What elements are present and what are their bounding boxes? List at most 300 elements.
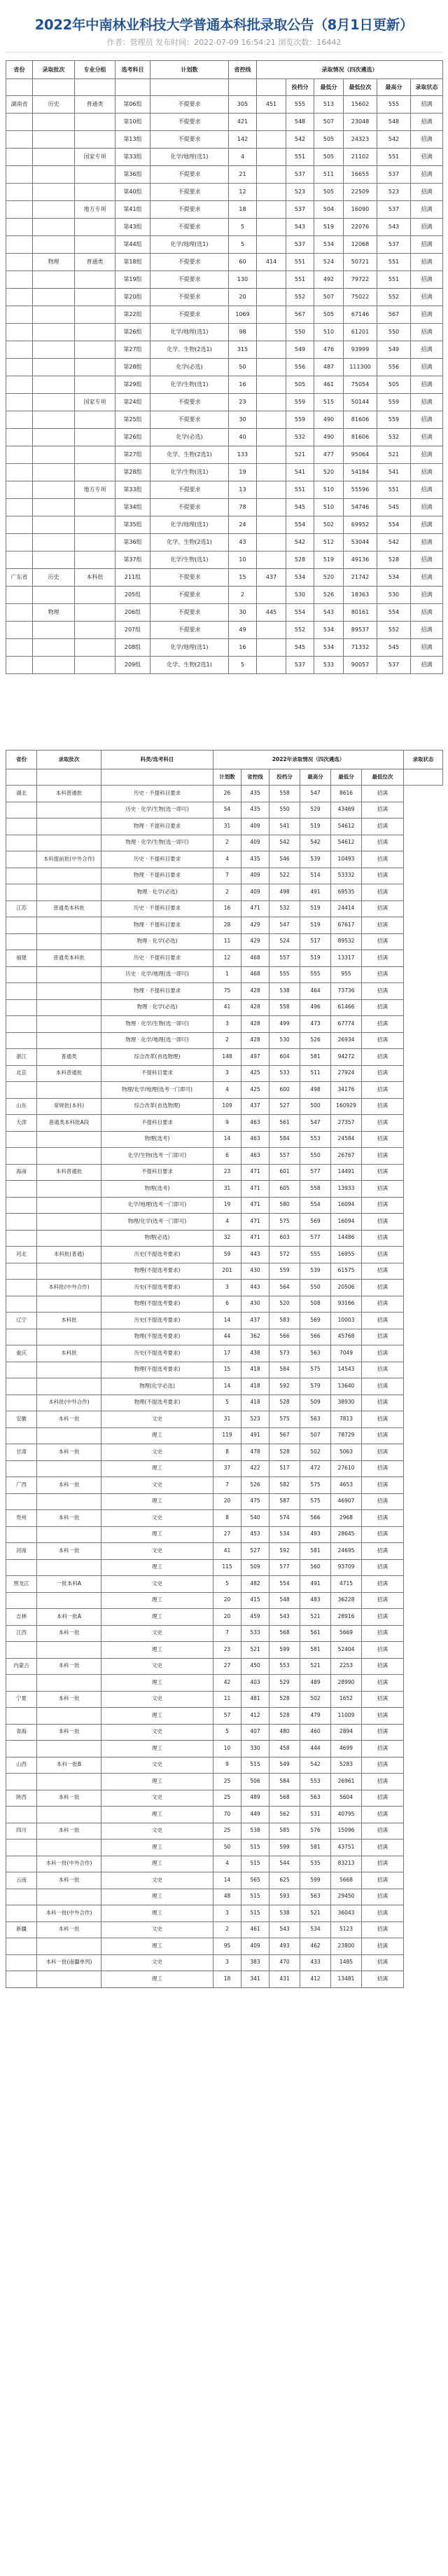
table-row	[6, 1032, 443, 1049]
table-cell: 招满	[411, 359, 443, 376]
table-cell: 不提要求	[150, 166, 229, 184]
table-cell: 528	[270, 1708, 300, 1725]
table-cell: 543	[314, 604, 344, 622]
table-cell: 招满	[362, 1921, 404, 1938]
header-cell	[150, 79, 229, 96]
table-cell: 21102	[344, 149, 377, 166]
table-cell: 理工	[102, 1675, 214, 1692]
table-cell: 523	[377, 184, 411, 201]
table-cell: 招满	[411, 411, 443, 429]
table-cell: 招满	[362, 1065, 404, 1082]
table-cell: 491	[241, 1427, 270, 1444]
header-cell: 选考科目	[115, 61, 150, 79]
table-cell: 487	[314, 359, 344, 376]
table-cell: 40795	[331, 1807, 362, 1823]
table-row	[6, 1164, 443, 1181]
table-row	[6, 1362, 443, 1378]
table-cell: 不提要求	[150, 411, 229, 429]
table-row	[6, 1823, 443, 1839]
table-cell: 招满	[411, 219, 443, 236]
table-cell: 500	[300, 1098, 331, 1115]
table-cell: 招满	[362, 1082, 404, 1099]
table-cell: 招满	[362, 1510, 404, 1527]
table-cell: 本科一批	[37, 1543, 102, 1560]
table-cell	[257, 376, 286, 394]
table-row	[6, 131, 443, 149]
table-cell: 553	[270, 1658, 300, 1675]
table-cell	[37, 1741, 102, 1758]
table-cell	[33, 446, 75, 464]
table-cell: 第06组	[115, 96, 150, 114]
table-row	[6, 1839, 443, 1856]
table-cell: 本科一批	[37, 1477, 102, 1494]
table-row	[6, 1345, 443, 1362]
table-cell: 205组	[115, 587, 150, 604]
table-cell	[33, 376, 75, 394]
table-cell: 不提要求	[150, 622, 229, 639]
table-cell	[37, 1807, 102, 1823]
table-cell: 青海	[6, 1724, 37, 1741]
table-cell	[33, 464, 75, 481]
table-cell: 502	[300, 1444, 331, 1461]
table-cell	[75, 359, 115, 376]
header-cell	[115, 79, 150, 96]
table-cell: 综合改革(首选物理)	[102, 1049, 214, 1066]
table-cell: 化学(必选)	[150, 359, 229, 376]
table-cell: 550	[286, 324, 314, 341]
table-cell: 第20组	[115, 289, 150, 306]
table-cell: 444	[300, 1741, 331, 1758]
table-cell: 599	[270, 1642, 300, 1659]
table-cell: 532	[377, 429, 411, 446]
table-cell	[257, 149, 286, 166]
table-row	[6, 1774, 443, 1790]
table-cell: 48	[214, 1889, 241, 1905]
table-cell: 505	[314, 149, 344, 166]
table-row	[6, 1049, 443, 1066]
table-cell: 545	[286, 639, 314, 657]
table-cell: 第26组	[115, 429, 150, 446]
table-cell: 78	[229, 499, 257, 516]
table-cell: 不提科目要求	[102, 1065, 214, 1082]
table-cell: 530	[377, 587, 411, 604]
table-cell: 544	[270, 1856, 300, 1872]
table-cell	[257, 551, 286, 569]
table-cell	[6, 376, 33, 394]
header-cell: 计划数	[150, 61, 229, 79]
table-cell	[257, 324, 286, 341]
table-cell: 575	[270, 1214, 300, 1231]
table-cell: 554	[270, 1576, 300, 1593]
table-cell: 第36组	[115, 534, 150, 551]
table-row	[6, 999, 443, 1016]
table-cell: 28990	[331, 1675, 362, 1692]
table-cell: 509	[300, 1395, 331, 1411]
table-cell: 招满	[411, 149, 443, 166]
table-cell: 新疆	[6, 1921, 37, 1938]
table-cell: 综合改革(首选物理)	[102, 1098, 214, 1115]
table-cell	[6, 219, 33, 236]
table-cell: 568	[270, 1790, 300, 1807]
table-cell: 4	[214, 1214, 241, 1231]
table-cell: 3	[214, 1905, 241, 1922]
table-cell: 一批本科A	[37, 1576, 102, 1593]
table-cell: 理工	[102, 1741, 214, 1758]
table-cell: 575	[300, 1362, 331, 1378]
table-cell	[37, 1230, 102, 1247]
table-cell: 化学/生物(选1)	[150, 551, 229, 569]
table-cell	[6, 1395, 37, 1411]
table-cell	[33, 394, 75, 411]
table-cell: 461	[314, 376, 344, 394]
table-cell: 506	[241, 1774, 270, 1790]
table-row	[6, 933, 443, 950]
table-cell	[75, 411, 115, 429]
table-cell: 22509	[344, 184, 377, 201]
table-cell: 招满	[411, 289, 443, 306]
table-cell: 物理 · 化学/生物(选一即可)	[102, 1016, 214, 1033]
table-cell	[6, 983, 37, 1000]
table-cell: 551	[377, 481, 411, 499]
table-row	[6, 481, 443, 499]
table-cell: 本科一批B	[37, 1757, 102, 1774]
table-cell	[33, 359, 75, 376]
table-cell: 521	[300, 1609, 331, 1626]
table-cell	[6, 271, 33, 289]
table-cell: 招满	[362, 1148, 404, 1165]
table-cell: 第43组	[115, 219, 150, 236]
table-cell: 2	[214, 835, 241, 851]
header-cell: 2022年录取情况（四次遴选）	[214, 751, 404, 769]
table-cell: 551	[377, 254, 411, 271]
table-cell: 本科批(中外合作)	[37, 1395, 102, 1411]
table-row	[6, 1609, 443, 1626]
header-cell	[404, 769, 443, 786]
table-cell: 5604	[331, 1790, 362, 1807]
table-cell: 招满	[362, 1460, 404, 1477]
table-cell: 575	[300, 1493, 331, 1510]
table-cell: 468	[241, 966, 270, 983]
table-cell: 208组	[115, 639, 150, 657]
table-cell	[6, 166, 33, 184]
table-cell: 19	[229, 464, 257, 481]
table-cell: 理工	[102, 1559, 214, 1576]
table-cell	[6, 933, 37, 950]
table-cell	[6, 1856, 37, 1872]
table-cell: 527	[270, 1098, 300, 1115]
table-cell: 81606	[344, 429, 377, 446]
table-cell: 54	[214, 802, 241, 818]
table-cell: 568	[270, 1625, 300, 1642]
table-cell: 广东省	[6, 569, 33, 587]
table-cell: 5	[229, 219, 257, 236]
table-cell	[257, 271, 286, 289]
table-cell: 福建	[6, 950, 37, 967]
table-cell: 27	[214, 1658, 241, 1675]
table-cell: 重庆	[6, 1345, 37, 1362]
table-cell	[6, 1889, 37, 1905]
table-cell	[33, 306, 75, 324]
table-cell: 581	[300, 1839, 331, 1856]
table-cell: 512	[314, 534, 344, 551]
table-cell: 28645	[331, 1526, 362, 1543]
table-cell: 557	[270, 950, 300, 967]
table-cell: 546	[270, 851, 300, 868]
table-cell: 521	[241, 1642, 270, 1659]
table-cell: 538	[241, 1823, 270, 1839]
table-cell: 10493	[331, 851, 362, 868]
table-cell	[75, 446, 115, 464]
table-cell: 1652	[331, 1691, 362, 1708]
table-cell	[33, 341, 75, 359]
table-cell: 70	[214, 1807, 241, 1823]
table-cell: 历史 · 不提科目要求	[102, 950, 214, 967]
table-cell	[37, 1889, 102, 1905]
table-cell: 491	[300, 884, 331, 901]
table-cell: 理工	[102, 1493, 214, 1510]
table-cell: 551	[286, 149, 314, 166]
table-cell: 山东	[6, 1098, 37, 1115]
table-cell: 551	[286, 271, 314, 289]
table-cell: 历史(不提选考要求)	[102, 1247, 214, 1263]
table-cell: 不提要求	[150, 131, 229, 149]
table-cell	[37, 1642, 102, 1659]
table-cell	[6, 131, 33, 149]
table-cell: 535	[300, 1856, 331, 1872]
table-cell: 文史	[102, 1477, 214, 1494]
table-cell: 521	[286, 446, 314, 464]
table-cell: 湖北	[6, 786, 37, 802]
table-cell: 458	[270, 1741, 300, 1758]
table-cell: 542	[286, 534, 314, 551]
table-cell	[37, 1378, 102, 1395]
table-cell: 567	[286, 306, 314, 324]
table-cell: 30	[229, 604, 257, 622]
table-cell: 498	[300, 1082, 331, 1099]
table-cell: 招满	[411, 96, 443, 114]
table-cell: 理工	[102, 1460, 214, 1477]
table-cell: 482	[241, 1576, 270, 1593]
table-cell: 505	[314, 131, 344, 149]
table-cell: 481	[241, 1691, 270, 1708]
table-cell: 物理/化学/地理(选考一门即可)	[102, 1082, 214, 1099]
table-row	[6, 1313, 443, 1329]
table-cell	[75, 271, 115, 289]
table-cell	[6, 201, 33, 219]
table-cell	[257, 622, 286, 639]
table-cell: 54612	[331, 835, 362, 851]
table2-subheader	[6, 769, 443, 786]
table-cell: 招满	[362, 1313, 404, 1329]
table-cell: 招满	[362, 1658, 404, 1675]
table-cell: 16655	[344, 166, 377, 184]
table-cell: 603	[270, 1230, 300, 1247]
table-cell: 11009	[331, 1708, 362, 1725]
table-cell: 物理(不提选考要求)	[102, 1263, 214, 1280]
table-cell: 招满	[411, 446, 443, 464]
table-cell: 招满	[411, 324, 443, 341]
table-row	[6, 587, 443, 604]
table-cell: 445	[257, 604, 286, 622]
table-cell: 本科批	[37, 1345, 102, 1362]
table-cell: 招满	[362, 1526, 404, 1543]
header-cell: 录取批次	[37, 751, 102, 769]
table-cell: 532	[270, 900, 300, 917]
table-cell: 吉林	[6, 1609, 37, 1626]
table-cell	[75, 587, 115, 604]
table-cell	[33, 534, 75, 551]
table-cell: 562	[270, 1807, 300, 1823]
table-cell: 577	[300, 1164, 331, 1181]
table-cell: 547	[300, 786, 331, 802]
table-cell: 449	[241, 1807, 270, 1823]
table-cell: 435	[241, 786, 270, 802]
table-cell: 5	[214, 1395, 241, 1411]
table-cell: 不提要求	[150, 604, 229, 622]
table-row	[6, 1427, 443, 1444]
table-cell: 江苏	[6, 900, 37, 917]
table-cell	[37, 1938, 102, 1955]
table-row	[6, 1642, 443, 1659]
table-cell: 10	[229, 551, 257, 569]
table-cell: 本科一批(中外合作)	[37, 1856, 102, 1872]
table-cell: 甘肃	[6, 1444, 37, 1461]
table-row	[6, 1921, 443, 1938]
table-cell: 历史(不提选考要求)	[102, 1345, 214, 1362]
table-cell: 第28组	[115, 464, 150, 481]
table-cell: 490	[314, 429, 344, 446]
table-cell: 招满	[362, 1724, 404, 1741]
table-cell: 37	[214, 1460, 241, 1477]
table-cell: 23800	[331, 1938, 362, 1955]
table-cell: 27610	[331, 1460, 362, 1477]
table-cell: 招满	[362, 1395, 404, 1411]
table-cell: 489	[300, 1675, 331, 1692]
table-cell	[6, 868, 37, 884]
table-cell	[6, 835, 37, 851]
table-cell: 473	[300, 1016, 331, 1033]
table-cell: 第34组	[115, 499, 150, 516]
table-cell: 16094	[331, 1197, 362, 1214]
table-header	[6, 61, 443, 79]
table-cell: 566	[300, 1510, 331, 1527]
table-cell: 4715	[331, 1576, 362, 1593]
table-cell: 陕西	[6, 1790, 37, 1807]
table-row	[6, 1807, 443, 1823]
table-cell: 14491	[331, 1164, 362, 1181]
table-row	[6, 271, 443, 289]
table-cell: 物理(化学必选)	[102, 1378, 214, 1395]
table-cell: 572	[270, 1247, 300, 1263]
table-cell	[75, 657, 115, 674]
table-cell: 540	[241, 1510, 270, 1527]
table-row	[6, 802, 443, 818]
table-cell	[257, 359, 286, 376]
table-cell: 招满	[411, 534, 443, 551]
table-cell	[257, 394, 286, 411]
table-cell: 554	[286, 516, 314, 534]
table-cell	[75, 114, 115, 131]
table-cell: 16955	[331, 1247, 362, 1263]
table-cell	[6, 1592, 37, 1609]
table-cell: 招满	[362, 1098, 404, 1115]
table-cell: 9	[214, 1757, 241, 1774]
table-cell: 文史	[102, 1543, 214, 1560]
table-cell: 955	[331, 966, 362, 983]
table-row	[6, 1378, 443, 1395]
table-cell: 第44组	[115, 236, 150, 254]
table-cell: 物理(不提选考要求)	[102, 1296, 214, 1313]
table-cell	[37, 1427, 102, 1444]
table-cell: 第10组	[115, 114, 150, 131]
table-cell: 600	[270, 1082, 300, 1099]
table-cell	[6, 1708, 37, 1725]
table-cell: 13640	[331, 1378, 362, 1395]
table-cell: 理工	[102, 1427, 214, 1444]
table-cell: 431	[270, 1971, 300, 1988]
table-cell: 50144	[344, 394, 377, 411]
table-cell	[33, 219, 75, 236]
table-cell	[6, 1675, 37, 1692]
table-cell	[6, 236, 33, 254]
table-cell: 78729	[331, 1427, 362, 1444]
table-row	[6, 1741, 443, 1758]
table-cell	[37, 1148, 102, 1165]
table-cell: 471	[241, 1164, 270, 1181]
table-cell	[257, 534, 286, 551]
table-row	[6, 1395, 443, 1411]
table-cell: 物理 · 不提科目要求	[102, 983, 214, 1000]
table-cell: 招满	[362, 1691, 404, 1708]
table-cell: 招满	[362, 786, 404, 802]
table-cell: 534	[314, 639, 344, 657]
table-cell: 515	[241, 1889, 270, 1905]
table-cell: 历史 · 化学/地理(选一即可)	[102, 966, 214, 983]
table-row	[6, 1444, 443, 1461]
table-cell: 招满	[411, 341, 443, 359]
table-cell	[33, 114, 75, 131]
table-cell: 招满	[411, 236, 443, 254]
table-cell: 招满	[362, 1263, 404, 1280]
table-cell: 559	[286, 394, 314, 411]
table-cell: 14543	[331, 1362, 362, 1378]
table-cell: 61201	[344, 324, 377, 341]
table-row	[6, 1592, 443, 1609]
table-cell: 519	[300, 900, 331, 917]
table2-header	[6, 751, 443, 769]
table-cell: 14	[214, 1378, 241, 1395]
table-cell: 517	[300, 933, 331, 950]
table-cell	[6, 639, 33, 657]
table-cell: 558	[270, 786, 300, 802]
table-cell: 533	[270, 1065, 300, 1082]
table-cell: 587	[270, 1493, 300, 1510]
table-cell: 45768	[331, 1329, 362, 1345]
table-cell: 362	[241, 1329, 270, 1345]
table-row	[6, 1889, 443, 1905]
table-cell	[257, 639, 286, 657]
table-cell: 69535	[331, 884, 362, 901]
table-cell: 526	[241, 1477, 270, 1494]
table-cell: 3	[214, 1016, 241, 1033]
table-cell: 561	[270, 1115, 300, 1132]
table-cell: 60	[229, 254, 257, 271]
table-cell	[6, 1263, 37, 1280]
table-cell: 519	[300, 950, 331, 967]
table-cell: 581	[300, 1543, 331, 1560]
table-cell: 普通类	[75, 254, 115, 271]
table-cell: 604	[270, 1049, 300, 1066]
